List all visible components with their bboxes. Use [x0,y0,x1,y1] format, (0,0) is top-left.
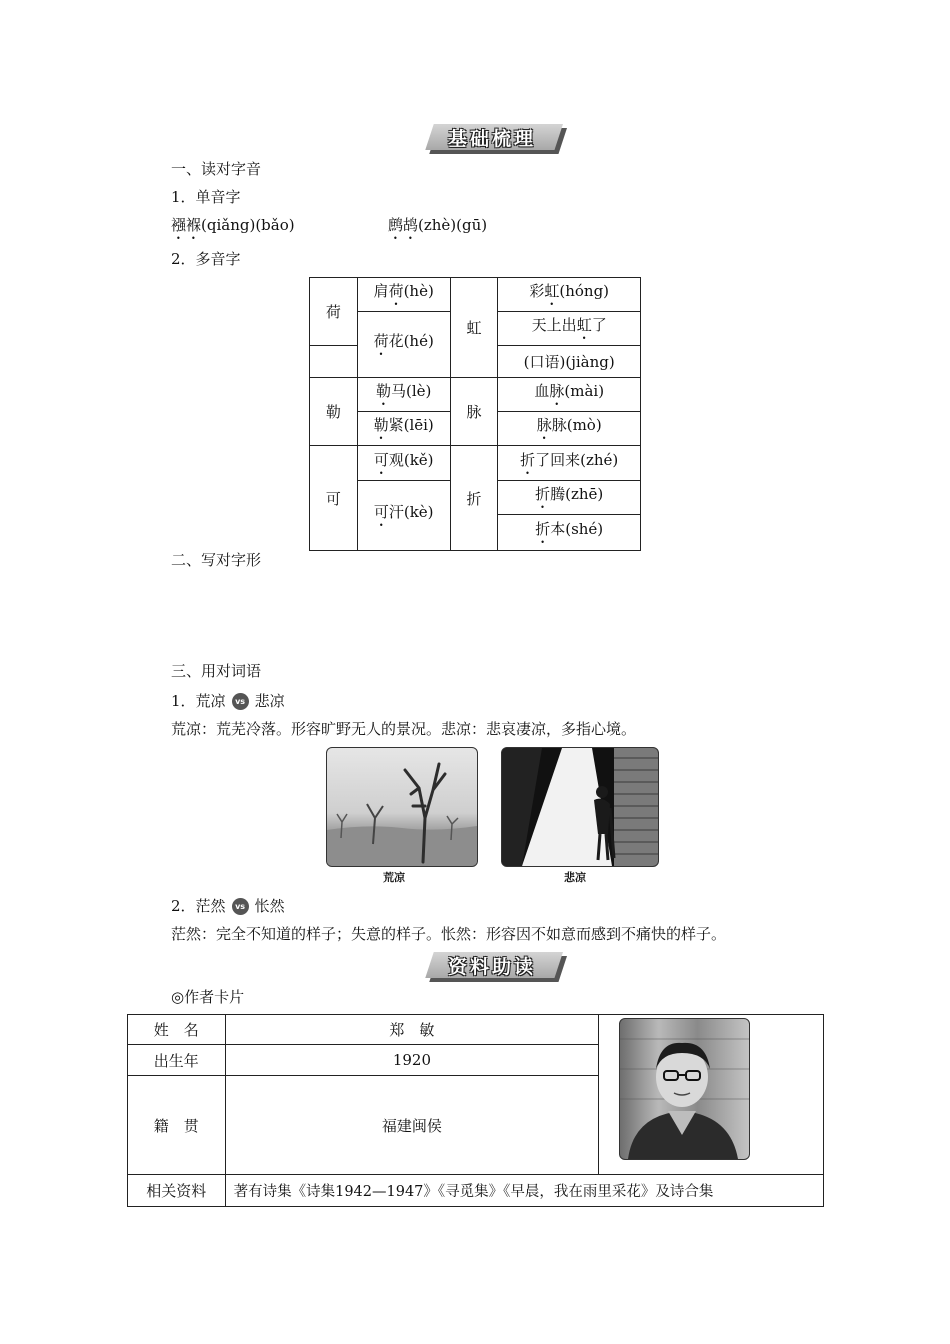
he-word-1: 肩荷(hè) [357,278,450,312]
polyphone-char-zhe: 折 [450,446,498,551]
origin-label: 籍 贯 [128,1076,226,1175]
polyphone-char-le: 勒 [310,378,358,446]
single-char-item-1 [171,214,295,243]
pronunciation-heading: 一、读对字音 [171,160,262,178]
polyphone-char-ke: 可 [310,446,358,551]
birth-label: 出生年 [128,1045,226,1076]
reading-banner [421,952,563,978]
word-pair-1-definition: 荒凉：荒芜冷落。形容旷野无人的景况。悲凉：悲哀凄凉，多指心境。 [171,720,637,738]
hong-word-2b: (口语)(jiàng) [498,346,641,378]
single-char-2-pinyin: (zhè)(gū) [418,216,488,234]
dead-tree-icon [327,748,477,866]
hong-word-1: 彩虹(hóng) [498,278,641,312]
info-label: 相关资料 [128,1175,226,1207]
walking-elder-icon [502,748,658,866]
mai-word-2: 脉脉(mò) [498,412,641,446]
barren-landscape-photo [326,747,478,867]
vs-icon: vs [232,693,249,710]
ke-word-1: 可观(kě) [357,446,450,481]
word-pair-1: 1．荒凉 vs 悲凉 [171,692,285,710]
mai-word-1: 血脉(mài) [498,378,641,412]
portrait-icon [620,1019,749,1159]
name-label: 姓 名 [128,1015,226,1045]
single-char-1-chars: 襁褓 [171,216,202,234]
zhe-word-2: 折腾(zhē) [498,481,641,515]
hong-word-2a: 天上出虹了 [498,312,641,346]
polyphone-char-hong: 虹 [450,278,498,378]
he-word-2: 荷花(hé) [357,312,450,378]
name-value: 郑 敏 [225,1015,599,1045]
single-char-2-chars: 鹧鸪 [388,216,419,234]
author-card-heading: ◎作者卡片 [171,988,245,1006]
reading-banner-text: 资料助读 [447,955,536,978]
multi-char-heading: 2．多音字 [171,250,241,268]
birth-value: 1920 [225,1045,599,1076]
ke-word-2: 可汗(kè) [357,481,450,551]
basics-banner-text: 基础梳理 [447,127,536,150]
words-heading: 三、用对词语 [171,662,262,680]
author-photo-cell [599,1015,824,1175]
he-spacer [310,346,358,378]
author-portrait [619,1018,750,1160]
old-lane-photo [501,747,659,867]
photo1-caption: 荒凉 [383,871,405,884]
origin-value: 福建闽侯 [225,1076,599,1175]
polyphone-char-he: 荷 [310,278,358,346]
single-char-item-2 [388,214,487,243]
polyphone-char-mai: 脉 [450,378,498,446]
info-value: 著有诗集《诗集1942—1947》《寻觅集》《早晨，我在雨里采花》及诗合集 [225,1175,823,1207]
word-pair-2: 2．茫然 vs 怅然 [171,897,285,915]
zhe-word-1: 折了回来(zhé) [498,446,641,481]
author-card-table [127,1014,824,1207]
photo2-caption: 悲凉 [564,871,586,884]
vs-icon: vs [232,898,249,915]
word-pair-2-definition: 茫然：完全不知道的样子；失意的样子。怅然：形容因不如意而感到不痛快的样子。 [171,925,727,943]
writing-heading: 二、写对字形 [171,551,262,569]
single-char-heading: 1．单音字 [171,188,241,206]
le-word-2: 勒紧(lēi) [357,412,450,446]
polyphone-table [309,277,641,551]
basics-banner [421,124,563,150]
le-word-1: 勒马(lè) [357,378,450,412]
zhe-word-3: 折本(shé) [498,515,641,551]
single-char-1-pinyin: (qiǎng)(bǎo) [201,216,295,234]
